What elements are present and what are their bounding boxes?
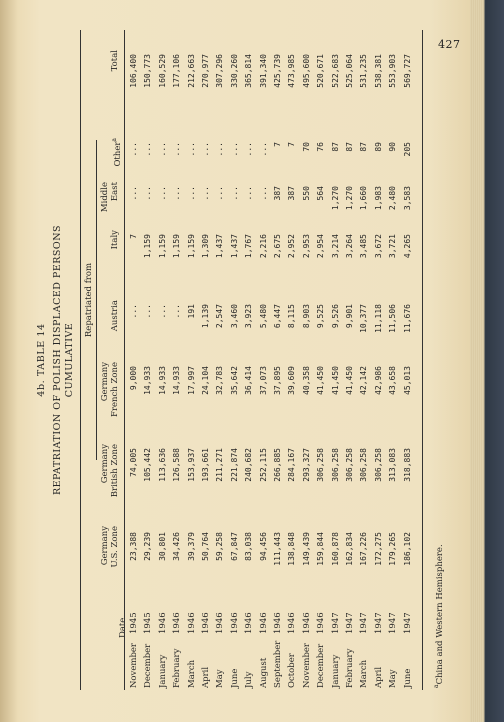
table-subtitle-cumulative: CUMULATIVE — [64, 322, 75, 398]
row-month: March — [359, 659, 370, 688]
cell-british-zone: 266,885 — [273, 448, 282, 482]
cell-us-zone: 111,443 — [273, 532, 282, 566]
cell-french-zone: 35,642 — [229, 366, 239, 395]
table-row — [302, 30, 316, 690]
row-year: 1946 — [273, 612, 283, 634]
cell-italy: 3,721 — [388, 234, 398, 259]
cell-austria: 9,526 — [330, 304, 340, 329]
cell-french-zone: 24,104 — [201, 366, 210, 395]
cell-austria: 11,506 — [388, 304, 398, 333]
cell-total: 270,977 — [201, 54, 210, 88]
cell-total: 522,683 — [330, 54, 340, 88]
table-row — [359, 30, 373, 690]
cell-british-zone: 313,083 — [388, 448, 398, 482]
cell-middle-east: ... — [129, 186, 138, 201]
cell-us-zone: 59,258 — [215, 532, 225, 561]
cell-italy: 2,953 — [301, 234, 311, 259]
row-year: 1946 — [201, 612, 211, 634]
cell-british-zone: 252,115 — [258, 448, 268, 482]
cell-british-zone: 318,883 — [402, 448, 412, 482]
table-row — [172, 30, 186, 690]
cell-british-zone: 306,258 — [330, 448, 340, 482]
cell-total: 106,400 — [129, 54, 138, 88]
cell-other: 87 — [330, 142, 340, 152]
table-row — [403, 30, 417, 690]
bottom-rule — [422, 30, 423, 690]
cell-austria: 8,903 — [301, 304, 311, 329]
cell-french-zone: 40,358 — [301, 366, 311, 395]
row-month: April — [201, 666, 211, 688]
cell-italy: 1,159 — [143, 234, 153, 259]
cell-total: 531,235 — [359, 54, 369, 88]
cell-middle-east: ... — [201, 186, 210, 201]
table-row — [273, 30, 287, 690]
cell-italy: 4,265 — [402, 234, 412, 259]
table-title: 4b. TABLE 14 — [36, 323, 47, 397]
cell-us-zone: 50,764 — [201, 532, 210, 561]
cell-middle-east: ... — [215, 186, 225, 201]
cell-french-zone: 37,073 — [258, 366, 268, 395]
table-row — [374, 30, 388, 690]
cell-middle-east: 564 — [316, 186, 326, 201]
col-british-l2: British Zone — [110, 444, 120, 498]
cell-us-zone: 162,834 — [345, 532, 354, 566]
cell-other: 7 — [287, 142, 297, 147]
cell-middle-east: ... — [143, 186, 153, 201]
cell-total: 212,663 — [186, 54, 196, 88]
row-month: June — [402, 668, 413, 688]
cell-middle-east: 550 — [301, 186, 311, 201]
cell-other: 90 — [388, 142, 398, 152]
row-year: 1945 — [129, 612, 139, 634]
row-month: August — [258, 657, 269, 688]
row-year: 1946 — [215, 612, 226, 634]
col-british-l1: Germany — [100, 444, 110, 484]
row-month: December — [316, 643, 327, 688]
table-row — [143, 30, 157, 690]
cell-middle-east: 2,480 — [388, 186, 398, 211]
row-year: 1946 — [229, 612, 240, 634]
cell-italy: 3,214 — [330, 234, 340, 259]
cell-other: ... — [143, 142, 153, 157]
cell-french-zone: 39,609 — [287, 366, 297, 395]
cell-italy: 1,437 — [229, 234, 239, 259]
cell-total: 391,340 — [258, 54, 268, 88]
cell-italy: 1,159 — [172, 234, 182, 259]
row-year: 1946 — [172, 612, 183, 634]
cell-us-zone: 138,848 — [287, 532, 297, 566]
cell-other: ... — [186, 142, 196, 157]
row-year: 1947 — [388, 612, 399, 634]
cell-us-zone: 34,426 — [172, 532, 182, 561]
cell-italy: 2,952 — [287, 234, 297, 259]
cell-british-zone: 221,874 — [229, 448, 239, 482]
cell-other: ... — [129, 142, 138, 157]
cell-middle-east: ... — [244, 186, 254, 201]
cell-british-zone: 293,327 — [301, 448, 311, 482]
cell-us-zone: 186,102 — [402, 532, 412, 566]
header-rule — [124, 30, 125, 690]
col-date: Date — [118, 617, 128, 638]
cell-middle-east: 1,270 — [345, 186, 354, 211]
cell-italy: 1,159 — [157, 234, 167, 259]
cell-total: 473,985 — [287, 54, 297, 88]
col-italy: Italy — [110, 230, 120, 250]
cell-french-zone: 41,450 — [316, 366, 326, 395]
cell-french-zone: 14,933 — [157, 366, 167, 395]
col-other: Other$^a$ — [111, 138, 123, 167]
cell-french-zone: 45,013 — [402, 366, 412, 395]
col-us-l2: U.S. Zone — [110, 526, 120, 568]
cell-austria: 9,901 — [345, 304, 354, 329]
cell-french-zone: 43,658 — [388, 366, 398, 395]
row-month: November — [129, 643, 139, 688]
cell-total: 553,903 — [388, 54, 398, 88]
row-year: 1946 — [258, 612, 269, 634]
col-middle-east-l2: East — [110, 182, 120, 202]
cell-british-zone: 306,258 — [373, 448, 383, 482]
cell-total: 520,671 — [316, 54, 326, 88]
cell-italy: 3,485 — [359, 234, 369, 259]
cell-french-zone: 14,933 — [143, 366, 153, 395]
table-row — [345, 30, 359, 690]
table-row — [158, 30, 172, 690]
cell-other: ... — [172, 142, 182, 157]
row-month: January — [157, 654, 168, 688]
cell-french-zone: 42,142 — [359, 366, 369, 395]
cell-austria: 2,547 — [215, 304, 225, 329]
cell-total: 538,381 — [373, 54, 383, 88]
cell-italy: 1,159 — [186, 234, 196, 259]
col-total: Total — [110, 50, 120, 72]
cell-french-zone: 41,450 — [345, 366, 354, 395]
table-row — [331, 30, 345, 690]
cell-us-zone: 160,878 — [330, 532, 340, 566]
table-row — [187, 30, 201, 690]
rotated-table — [28, 30, 448, 690]
cell-austria: 10,377 — [359, 304, 369, 333]
cell-italy: 3,672 — [373, 234, 383, 259]
cell-italy: 7 — [129, 234, 138, 239]
row-month: May — [215, 669, 226, 688]
table-row — [244, 30, 258, 690]
cell-austria: ... — [129, 304, 138, 319]
table-row — [388, 30, 402, 690]
cell-british-zone: 193,661 — [201, 448, 210, 482]
row-month: November — [301, 643, 312, 688]
cell-total: 177,106 — [172, 54, 182, 88]
cell-total: 425,739 — [273, 54, 282, 88]
cell-british-zone: 113,636 — [157, 448, 167, 482]
col-french-l1: Germany — [100, 362, 110, 402]
cell-middle-east: ... — [172, 186, 182, 201]
row-month: January — [330, 654, 341, 688]
cell-british-zone: 153,937 — [186, 448, 196, 482]
row-month: February — [172, 648, 183, 688]
cell-other: ... — [258, 142, 268, 157]
row-month: March — [186, 659, 197, 688]
col-us-l1: Germany — [100, 526, 110, 566]
row-month: April — [373, 666, 384, 688]
cell-other: 76 — [316, 142, 326, 152]
cell-total: 365,814 — [244, 54, 254, 88]
row-year: 1947 — [330, 612, 341, 634]
cell-us-zone: 29,239 — [143, 532, 153, 561]
table-row — [259, 30, 273, 690]
cell-french-zone: 36,414 — [244, 366, 254, 395]
col-french-l2: French Zone — [110, 362, 120, 417]
cell-middle-east: 3,583 — [402, 186, 412, 211]
cell-french-zone: 9,000 — [129, 366, 138, 391]
cell-italy: 2,954 — [316, 234, 326, 259]
cell-other: ... — [157, 142, 167, 157]
cell-total: 150,773 — [143, 54, 153, 88]
page-number: 427 — [438, 38, 461, 51]
row-year: 1946 — [186, 612, 197, 634]
cell-french-zone: 17,997 — [186, 366, 196, 395]
cell-british-zone: 240,682 — [244, 448, 254, 482]
table-row — [201, 30, 215, 690]
cell-italy: 1,437 — [215, 234, 225, 259]
row-year: 1946 — [287, 612, 298, 634]
cell-austria: 6,447 — [273, 304, 282, 329]
cell-austria: ... — [143, 304, 153, 319]
cell-us-zone: 23,388 — [129, 532, 138, 561]
cell-british-zone: 211,271 — [215, 448, 225, 482]
cell-middle-east: 1,270 — [330, 186, 340, 211]
cell-austria: ... — [172, 304, 182, 319]
cell-italy: 2,675 — [273, 234, 282, 259]
row-year: 1947 — [402, 612, 413, 634]
cell-austria: 8,115 — [287, 304, 297, 329]
row-year: 1946 — [301, 612, 312, 634]
cell-other: 89 — [373, 142, 383, 152]
cell-other: 205 — [402, 142, 412, 157]
cell-austria: 1,139 — [201, 304, 210, 329]
cell-british-zone: 105,442 — [143, 448, 153, 482]
cell-british-zone: 126,588 — [172, 448, 182, 482]
cell-middle-east: ... — [186, 186, 196, 201]
cell-french-zone: 37,895 — [273, 366, 282, 395]
row-year: 1946 — [157, 612, 168, 634]
cell-other: ... — [215, 142, 225, 157]
cell-total: 330,260 — [229, 54, 239, 88]
group-rule — [96, 140, 97, 460]
cell-total: 160,529 — [157, 54, 167, 88]
table-row — [230, 30, 244, 690]
cell-total: 525,064 — [345, 54, 354, 88]
cell-french-zone: 32,783 — [215, 366, 225, 395]
table-row — [316, 30, 330, 690]
cell-french-zone: 42,986 — [373, 366, 383, 395]
cell-total: 307,296 — [215, 54, 225, 88]
cell-italy: 2,216 — [258, 234, 268, 259]
footnote: $^a$China and Western Hemisphere. — [433, 544, 445, 688]
cell-french-zone: 41,450 — [330, 366, 340, 395]
cell-us-zone: 172,275 — [373, 532, 383, 566]
table-row — [287, 30, 301, 690]
cell-austria: 11,676 — [402, 304, 412, 333]
cell-middle-east: 387 — [287, 186, 297, 201]
cell-british-zone: 306,258 — [316, 448, 326, 482]
cell-middle-east: ... — [157, 186, 167, 201]
cell-other: 7 — [273, 142, 282, 147]
cell-middle-east: ... — [258, 186, 268, 201]
cell-british-zone: 74,005 — [129, 448, 138, 477]
cell-italy: 1,309 — [201, 234, 210, 259]
cell-total: 495,600 — [301, 54, 311, 88]
cell-british-zone: 306,258 — [345, 448, 354, 482]
cell-french-zone: 14,933 — [172, 366, 182, 395]
cell-other: 70 — [301, 142, 311, 152]
cell-us-zone: 167,226 — [359, 532, 369, 566]
cell-us-zone: 83,038 — [244, 532, 254, 561]
row-year: 1947 — [359, 612, 370, 634]
cell-other: ... — [244, 142, 254, 157]
cell-austria: 5,480 — [258, 304, 268, 329]
cell-other: 87 — [359, 142, 369, 152]
group-header: Repatriated from — [84, 262, 94, 338]
cell-austria: 11,118 — [373, 304, 383, 333]
cell-middle-east: 387 — [273, 186, 282, 201]
table-subtitle: REPATRIATION OF POLISH DISPLACED PERSONS — [52, 224, 63, 496]
cell-austria: 9,525 — [316, 304, 326, 329]
row-year: 1946 — [316, 612, 327, 634]
cell-austria: 3,460 — [229, 304, 239, 329]
row-month: September — [273, 640, 283, 688]
cell-us-zone: 179,265 — [388, 532, 398, 566]
row-month: May — [388, 669, 399, 688]
cell-middle-east: 1,983 — [373, 186, 383, 211]
row-month: February — [345, 648, 355, 688]
cell-us-zone: 159,844 — [316, 532, 326, 566]
row-year: 1946 — [244, 612, 255, 634]
table-row — [215, 30, 229, 690]
row-month: December — [143, 643, 154, 688]
row-year: 1945 — [143, 612, 154, 634]
table-row — [129, 30, 143, 690]
cell-us-zone: 67,847 — [229, 532, 239, 561]
cell-british-zone: 284,167 — [287, 448, 297, 482]
cell-italy: 3,264 — [345, 234, 354, 259]
col-austria: Austria — [110, 300, 120, 332]
row-month: July — [244, 671, 255, 688]
row-month: June — [229, 668, 240, 688]
row-year: 1947 — [345, 612, 355, 634]
cell-middle-east: ... — [229, 186, 239, 201]
cell-us-zone: 94,456 — [258, 532, 268, 561]
cell-austria: ... — [157, 304, 167, 319]
cell-total: 569,727 — [402, 54, 412, 88]
cell-us-zone: 39,379 — [186, 532, 196, 561]
cell-other: 87 — [345, 142, 354, 152]
book-binding — [470, 0, 504, 722]
top-rule — [80, 30, 81, 690]
cell-us-zone: 30,801 — [157, 532, 167, 561]
col-middle-east-l1: Middle — [100, 182, 110, 213]
cell-other: ... — [201, 142, 210, 157]
cell-british-zone: 306,258 — [359, 448, 369, 482]
row-month: October — [287, 653, 298, 688]
cell-us-zone: 149,439 — [301, 532, 311, 566]
cell-austria: 191 — [186, 304, 196, 319]
cell-middle-east: 1,660 — [359, 186, 369, 211]
cell-other: ... — [229, 142, 239, 157]
cell-austria: 3,923 — [244, 304, 254, 329]
row-year: 1947 — [373, 612, 384, 634]
cell-italy: 1,767 — [244, 234, 254, 259]
